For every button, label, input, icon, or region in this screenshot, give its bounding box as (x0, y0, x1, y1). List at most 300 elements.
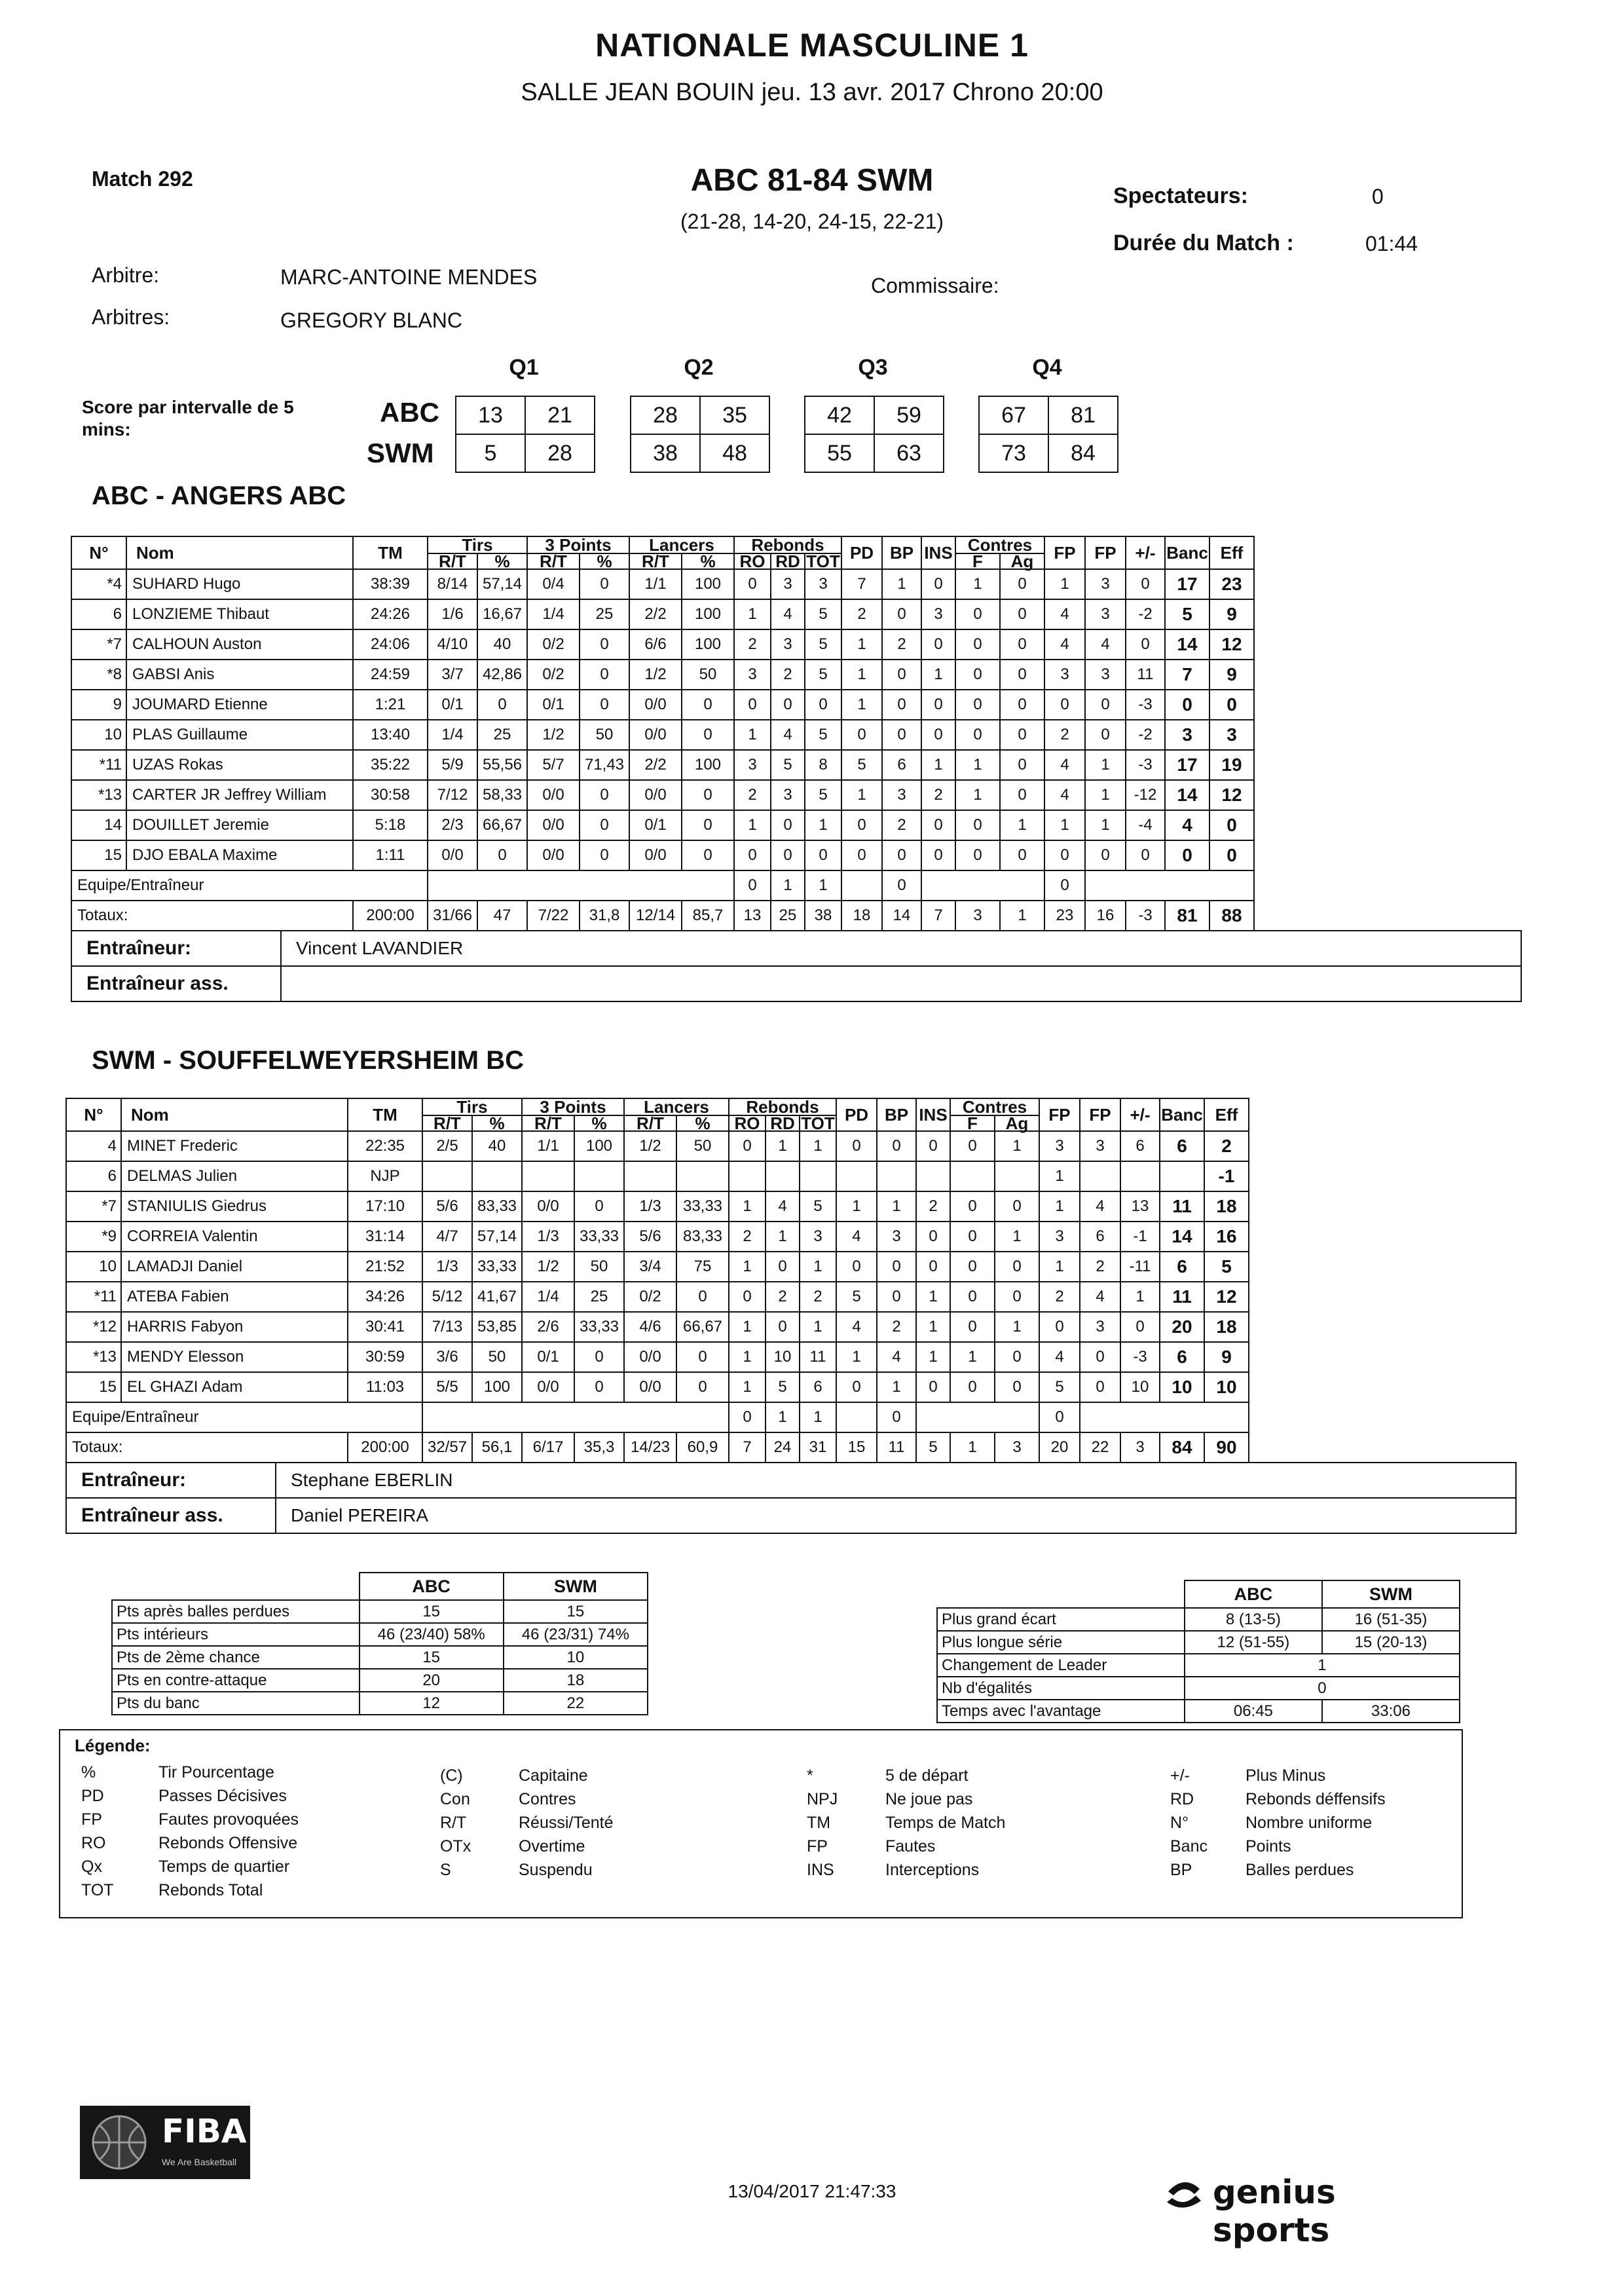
stat-cell: NJP (348, 1161, 422, 1191)
stat-cell: 3 (877, 1222, 916, 1252)
legend-key: INS (807, 1861, 834, 1879)
total-cell: 32/57 (422, 1432, 472, 1463)
total-cell: 3 (955, 901, 1000, 931)
stat-cell: 0 (734, 569, 771, 599)
points-row (112, 1600, 648, 1623)
points-value-swm: 18 (504, 1669, 648, 1692)
stat-cell: 0 (950, 1252, 995, 1282)
legend-key: Qx (81, 1857, 102, 1876)
stat-cell: 11 (1160, 1191, 1204, 1222)
stat-cell: 0/0 (527, 780, 580, 810)
points-col-abc: ABC (360, 1573, 504, 1600)
col-name: Nom (126, 536, 353, 569)
totals-label: Totaux: (66, 1432, 348, 1463)
total-cell: 1 (1000, 901, 1044, 931)
team-swm-title: SWM - SOUFFELWEYERSHEIM BC (92, 1046, 524, 1075)
stat-cell: 0 (1000, 690, 1044, 720)
player-row (66, 1312, 1249, 1342)
abc-interval-score: 67 (979, 396, 1048, 434)
stat-cell: 2 (1044, 720, 1085, 750)
lead-value-abc: 06:45 (1185, 1700, 1322, 1723)
points-value-swm: 22 (504, 1692, 648, 1715)
stat-cell: 1/2 (624, 1131, 676, 1161)
col-efficiency: Eff (1204, 1098, 1249, 1131)
lead-label: Plus longue série (937, 1631, 1185, 1654)
stat-cell: 5 (836, 1282, 877, 1312)
stat-cell: 0/2 (624, 1282, 676, 1312)
stat-cell: 4 (1039, 1342, 1080, 1372)
stat-cell: 0 (734, 840, 771, 870)
player-row (71, 840, 1254, 870)
stat-cell: 1 (916, 1342, 950, 1372)
stat-cell: 2 (800, 1282, 836, 1312)
stat-cell: 1 (995, 1131, 1039, 1161)
total-cell: 84 (1160, 1432, 1204, 1463)
stat-cell: 0 (1039, 1402, 1080, 1432)
player-name: EL GHAZI Adam (121, 1372, 348, 1402)
legend-desc: Capitaine (519, 1766, 588, 1785)
total-cell: 60,9 (676, 1432, 729, 1463)
stat-cell: 0 (766, 1312, 800, 1342)
points-table (111, 1572, 648, 1715)
stat-cell: 0 (1000, 569, 1044, 599)
assistant-coach-label: Entraîneur ass. (66, 1498, 276, 1533)
stat-cell: 1 (800, 1131, 836, 1161)
stat-cell: -3 (1120, 1342, 1160, 1372)
subcol-10: Ag (1000, 553, 1044, 569)
stat-cell: 22:35 (348, 1131, 422, 1161)
stat-cell (1080, 1161, 1120, 1191)
lead-value-swm: 33:06 (1322, 1700, 1460, 1723)
page-title: NATIONALE MASCULINE 1 (595, 27, 1029, 64)
stat-cell: 0 (916, 1252, 950, 1282)
legend-desc: Passes Décisives (158, 1787, 287, 1805)
stat-cell (729, 1161, 766, 1191)
legend-desc: Tir Pourcentage (158, 1763, 274, 1782)
stat-cell (766, 1161, 800, 1191)
spectators-value: 0 (1372, 185, 1384, 208)
lead-col-abc: ABC (1185, 1580, 1322, 1608)
stat-cell: 0 (841, 720, 882, 750)
player-name: LAMADJI Daniel (121, 1252, 348, 1282)
total-cell: 5 (916, 1432, 950, 1463)
stat-cell: 0 (1080, 1372, 1120, 1402)
total-cell: 200:00 (353, 901, 428, 931)
player-row (66, 1252, 1249, 1282)
stat-cell: 1 (950, 1342, 995, 1372)
col-assists: PD (841, 536, 882, 569)
stat-cell: 58,33 (477, 780, 527, 810)
stat-cell: 100 (472, 1372, 522, 1402)
stat-cell: 1 (955, 569, 1000, 599)
legend-desc: Suspendu (519, 1861, 593, 1879)
quarter-4-heading: Q4 (1032, 355, 1062, 380)
stat-cell: 0/0 (428, 840, 477, 870)
stat-cell: 6 (71, 599, 126, 629)
player-name: STANIULIS Giedrus (121, 1191, 348, 1222)
swm-interval-score: 84 (1048, 434, 1118, 472)
stat-cell: 2 (1204, 1131, 1249, 1161)
col-group-rebounds: Rebonds (734, 536, 841, 553)
stat-cell: 0 (574, 1372, 624, 1402)
player-row (66, 1282, 1249, 1312)
stat-cell: 7/12 (428, 780, 477, 810)
stat-cell: 1/3 (522, 1222, 574, 1252)
stat-cell: 0 (580, 840, 629, 870)
player-row (66, 1342, 1249, 1372)
player-name: DJO EBALA Maxime (126, 840, 353, 870)
stat-cell: 1 (805, 870, 841, 901)
stat-cell: 0/0 (527, 810, 580, 840)
stat-cell: 1/2 (522, 1252, 574, 1282)
stat-cell: 2 (882, 629, 921, 660)
stat-cell: 1 (766, 1131, 800, 1161)
team-swm-stats (65, 1098, 1517, 1534)
stat-cell: 6 (66, 1161, 121, 1191)
stat-cell: 3 (805, 569, 841, 599)
player-name: SUHARD Hugo (126, 569, 353, 599)
stat-cell: *13 (66, 1342, 121, 1372)
stat-cell: 40 (472, 1131, 522, 1161)
stat-cell: 2 (877, 1312, 916, 1342)
player-row (71, 780, 1254, 810)
stat-cell: 1 (734, 599, 771, 629)
quarter-2-heading: Q2 (684, 355, 714, 380)
player-row (66, 1161, 1249, 1191)
abc-interval-score: 35 (700, 396, 769, 434)
match-number: Match 292 (92, 167, 193, 191)
stat-cell: 25 (580, 599, 629, 629)
team-abc-title: ABC - ANGERS ABC (92, 481, 346, 510)
legend-desc: Ne joue pas (885, 1790, 973, 1808)
stat-cell: 0 (1126, 569, 1165, 599)
stat-cell: 4 (877, 1342, 916, 1372)
stat-cell: -1 (1120, 1222, 1160, 1252)
stat-cell: *12 (66, 1312, 121, 1342)
stat-cell: 16 (1204, 1222, 1249, 1252)
stat-cell (676, 1161, 729, 1191)
stat-cell: 5 (1165, 599, 1209, 629)
stat-cell: 1 (771, 870, 805, 901)
stat-cell: 4 (836, 1222, 877, 1252)
subcol-9: F (955, 553, 1000, 569)
legend-desc: Balles perdues (1246, 1861, 1354, 1879)
col-fouls: FP (1039, 1098, 1080, 1131)
stat-cell: 3 (882, 780, 921, 810)
stat-cell: 18 (1204, 1191, 1249, 1222)
duration-label: Durée du Match : (1113, 231, 1294, 255)
stat-cell: 2 (1080, 1252, 1120, 1282)
stat-cell: 0 (921, 690, 955, 720)
stat-cell: 0/4 (527, 569, 580, 599)
stat-cell: 1 (1039, 1161, 1080, 1191)
legend-key: (C) (440, 1766, 463, 1785)
col-fouls-drawn: FP (1085, 536, 1126, 569)
stat-cell: 0 (734, 690, 771, 720)
stat-cell: 2 (916, 1191, 950, 1222)
stat-cell: 0 (921, 810, 955, 840)
legend-desc: Rebonds Offensive (158, 1834, 298, 1852)
legend-desc: Temps de Match (885, 1814, 1006, 1832)
points-value-swm: 10 (504, 1646, 648, 1669)
legend-key: TOT (81, 1881, 114, 1899)
stat-cell: 41,67 (472, 1282, 522, 1312)
stat-cell: 4 (771, 599, 805, 629)
stat-cell: 1 (877, 1372, 916, 1402)
stat-cell: 25 (477, 720, 527, 750)
stat-cell: 2 (729, 1222, 766, 1252)
stat-cell: 0/0 (527, 840, 580, 870)
stat-cell: 1 (955, 750, 1000, 780)
stat-cell: 0 (1209, 810, 1254, 840)
stat-cell: 0/0 (629, 720, 682, 750)
stat-cell: 1 (729, 1252, 766, 1282)
stat-cell: 1 (921, 660, 955, 690)
legend-key: % (81, 1763, 96, 1782)
points-label: Pts intérieurs (112, 1623, 360, 1646)
stat-cell: 5 (805, 720, 841, 750)
stat-cell: 57,14 (472, 1222, 522, 1252)
stat-cell: 1 (729, 1372, 766, 1402)
stat-cell: 0/0 (629, 840, 682, 870)
stat-cell: 19 (1209, 750, 1254, 780)
lead-label: Nb d'égalités (937, 1677, 1185, 1700)
stat-cell: 0 (882, 840, 921, 870)
player-row (71, 599, 1254, 629)
player-name: JOUMARD Etienne (126, 690, 353, 720)
coach-name: Vincent LAVANDIER (281, 931, 1521, 966)
stat-cell: *11 (71, 750, 126, 780)
stat-cell: 83,33 (472, 1191, 522, 1222)
stat-cell: 3 (921, 599, 955, 629)
stat-cell: 0/0 (522, 1372, 574, 1402)
col-minutes: TM (348, 1098, 422, 1131)
player-name: CORREIA Valentin (121, 1222, 348, 1252)
swm-stats-table (65, 1098, 1249, 1463)
stat-cell: 14 (1165, 780, 1209, 810)
stat-cell: 30:59 (348, 1342, 422, 1372)
stat-cell: 10 (1204, 1372, 1249, 1402)
stat-cell: -2 (1126, 720, 1165, 750)
stat-cell: 23 (1209, 569, 1254, 599)
subcol-0: R/T (428, 553, 477, 569)
legend-desc: Rebonds déffensifs (1246, 1790, 1386, 1808)
stat-cell: 0 (955, 660, 1000, 690)
stat-cell: 13:40 (353, 720, 428, 750)
stat-cell: 8 (805, 750, 841, 780)
stat-cell: 53,85 (472, 1312, 522, 1342)
stat-cell: 10 (766, 1342, 800, 1372)
stat-cell: 0 (805, 840, 841, 870)
points-label: Pts du banc (112, 1692, 360, 1715)
subcol-1: % (472, 1115, 522, 1131)
stat-cell: 34:26 (348, 1282, 422, 1312)
subcol-1: % (477, 553, 527, 569)
coach-label: Entraîneur: (66, 1463, 276, 1498)
assistant-coach-name (281, 966, 1521, 1001)
stat-cell: 0 (882, 690, 921, 720)
stat-cell: 75 (676, 1252, 729, 1282)
stat-cell: 1 (1000, 810, 1044, 840)
stat-cell: *7 (66, 1191, 121, 1222)
stat-cell: 11 (1160, 1282, 1204, 1312)
stat-cell: 0 (916, 1131, 950, 1161)
quarter-scores: (21-28, 14-20, 24-15, 22-21) (680, 210, 944, 233)
player-row (66, 1191, 1249, 1222)
stat-cell: 0 (836, 1372, 877, 1402)
legend-key: RD (1170, 1790, 1194, 1808)
stat-cell: 4 (771, 720, 805, 750)
stat-cell: 4 (1080, 1191, 1120, 1222)
stat-cell: 3 (771, 780, 805, 810)
stat-cell: 17 (1165, 569, 1209, 599)
legend-key: RO (81, 1834, 106, 1852)
stat-cell: 5/9 (428, 750, 477, 780)
stat-cell: 1 (1044, 810, 1085, 840)
stat-cell: 4 (1044, 780, 1085, 810)
stat-cell: 0 (1039, 1312, 1080, 1342)
stat-cell: 9 (71, 690, 126, 720)
player-row (71, 629, 1254, 660)
stat-cell: -1 (1204, 1161, 1249, 1191)
stat-cell (574, 1161, 624, 1191)
total-cell: 25 (771, 901, 805, 931)
stat-cell: 9 (1204, 1342, 1249, 1372)
stat-cell: -3 (1126, 750, 1165, 780)
col-points: Banc (1160, 1098, 1204, 1131)
stat-cell: 0 (766, 1252, 800, 1282)
venue-line: SALLE JEAN BOUIN jeu. 13 avr. 2017 Chrono 20:00 (521, 79, 1103, 106)
total-cell: 15 (836, 1432, 877, 1463)
stat-cell: 0 (729, 1282, 766, 1312)
stat-cell: 0 (921, 629, 955, 660)
stat-cell: 0 (729, 1131, 766, 1161)
stat-cell: 12 (1204, 1282, 1249, 1312)
stat-cell: 5 (1204, 1252, 1249, 1282)
stat-cell: -12 (1126, 780, 1165, 810)
stat-cell: 0/2 (527, 629, 580, 660)
stat-cell: 0 (841, 810, 882, 840)
col-group-3pts: 3 Points (522, 1098, 624, 1115)
interval-label: Score par intervalle de 5 mins: (82, 397, 294, 439)
stat-cell: 0 (1000, 840, 1044, 870)
abc-interval-score: 42 (805, 396, 874, 434)
subcol-3: % (574, 1115, 624, 1131)
player-row (71, 690, 1254, 720)
points-value-abc: 12 (360, 1692, 504, 1715)
stat-cell: 1/2 (629, 660, 682, 690)
points-label: Pts de 2ème chance (112, 1646, 360, 1669)
commissioner-label: Commissaire: (871, 274, 999, 297)
legend-key: BP (1170, 1861, 1192, 1879)
lead-value-swm: 15 (20-13) (1322, 1631, 1460, 1654)
stat-cell: 3 (1085, 599, 1126, 629)
stat-cell: *7 (71, 629, 126, 660)
player-row (71, 660, 1254, 690)
lead-row (937, 1608, 1460, 1631)
stat-cell: 4 (836, 1312, 877, 1342)
totals-label: Totaux: (71, 901, 353, 931)
points-label: Pts après balles perdues (112, 1600, 360, 1623)
stat-cell: 24:59 (353, 660, 428, 690)
stat-cell: 3 (1039, 1222, 1080, 1252)
stat-cell: 33,33 (676, 1191, 729, 1222)
stat-cell: 6 (882, 750, 921, 780)
legend-key: PD (81, 1787, 104, 1805)
stat-cell: 0 (574, 1191, 624, 1222)
stat-cell: 1 (877, 1191, 916, 1222)
legend-desc: Fautes (885, 1837, 936, 1856)
stat-cell: 5/6 (422, 1191, 472, 1222)
stat-cell: 3 (734, 750, 771, 780)
stat-cell: 1 (836, 1191, 877, 1222)
stat-cell: 5 (841, 750, 882, 780)
stat-cell: 5/12 (422, 1282, 472, 1312)
stat-cell: 3 (1085, 660, 1126, 690)
stat-cell: 0 (1080, 1342, 1120, 1372)
subcol-8: TOT (800, 1115, 836, 1131)
total-cell: 31 (800, 1432, 836, 1463)
legend-desc: Overtime (519, 1837, 585, 1856)
points-row (112, 1646, 648, 1669)
total-cell: 13 (734, 901, 771, 931)
stat-cell (1160, 1161, 1204, 1191)
stat-cell: 0 (841, 840, 882, 870)
lead-row (937, 1654, 1460, 1677)
subcol-10: Ag (995, 1115, 1039, 1131)
referees-label: Arbitres: (92, 305, 170, 329)
subcol-8: TOT (805, 553, 841, 569)
total-cell: 7 (729, 1432, 766, 1463)
stat-cell: 3 (1085, 569, 1126, 599)
stat-cell: 5 (800, 1191, 836, 1222)
stat-cell: 1 (916, 1282, 950, 1312)
stat-cell (836, 1161, 877, 1191)
stat-cell: 5:18 (353, 810, 428, 840)
subcol-4: R/T (629, 553, 682, 569)
total-cell: 20 (1039, 1432, 1080, 1463)
stat-cell: 0 (995, 1372, 1039, 1402)
col-efficiency: Eff (1209, 536, 1254, 569)
col-number: N° (66, 1098, 121, 1131)
legend-desc: Points (1246, 1837, 1291, 1856)
lead-value-abc: 12 (51-55) (1185, 1631, 1322, 1654)
total-cell: 200:00 (348, 1432, 422, 1463)
col-group-shots: Tirs (422, 1098, 522, 1115)
fiba-tagline: We Are Basketball (162, 2157, 237, 2167)
stat-cell: 1 (766, 1402, 800, 1432)
points-row (112, 1692, 648, 1715)
total-cell: 18 (841, 901, 882, 931)
legend-key: Banc (1170, 1837, 1208, 1856)
stat-cell: 1/4 (527, 599, 580, 629)
stat-cell: 11:03 (348, 1372, 422, 1402)
stat-cell: 4 (66, 1131, 121, 1161)
stat-cell: 2/6 (522, 1312, 574, 1342)
subcol-2: R/T (522, 1115, 574, 1131)
stat-cell: 0 (921, 720, 955, 750)
stat-cell: 40 (477, 629, 527, 660)
player-row (71, 569, 1254, 599)
stat-cell: 0 (580, 780, 629, 810)
stat-cell: 7 (1165, 660, 1209, 690)
assistant-coach-label: Entraîneur ass. (71, 966, 281, 1001)
stat-cell: 0/0 (629, 690, 682, 720)
stat-cell: 4 (766, 1191, 800, 1222)
stat-cell: 0 (995, 1252, 1039, 1282)
stat-cell: 1 (1085, 780, 1126, 810)
stat-cell: 0 (1000, 660, 1044, 690)
